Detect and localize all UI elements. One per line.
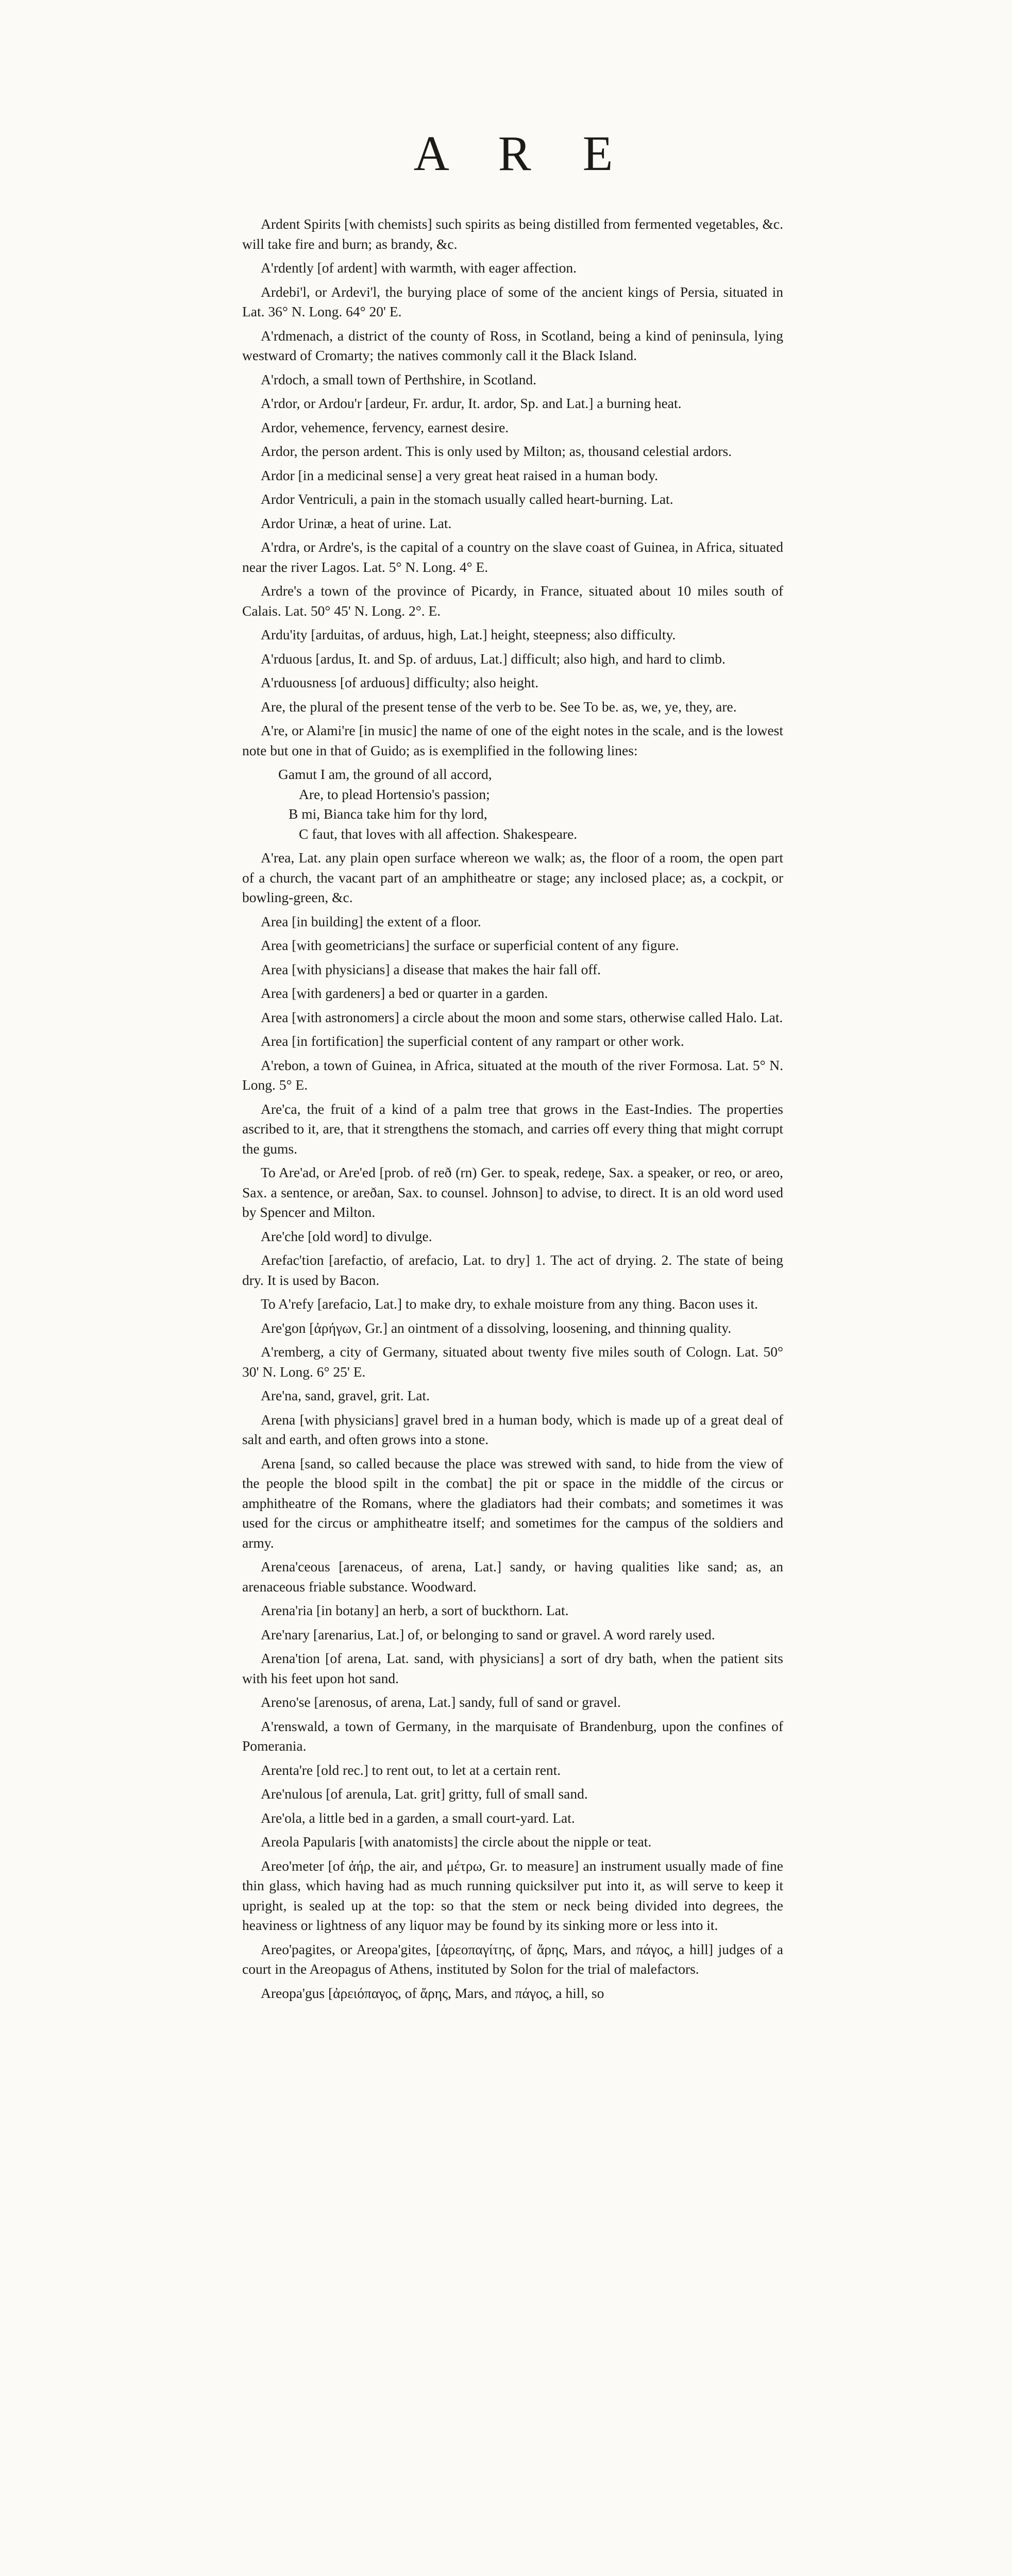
dictionary-entry: A'rdently [of ardent] with warmth, with eager affection. <box>261 260 577 276</box>
dictionary-entry: Are, the plural of the present tense of the verb to be. See To be. as, we, ye, they, are. <box>261 698 737 715</box>
dictionary-entry: Areo'pagites, or Areopa'gites, [ἀρεοπαγίτης, of ἄρης, Mars, and πάγος, a hill] judges of a court in the Areopagus of Athens, instituted by Solon for the trial of malefactors. <box>242 1941 783 1977</box>
dictionary-entry: Area [in building] the extent of a floor. <box>261 913 481 929</box>
dictionary-page <box>242 126 783 2007</box>
dictionary-entry: Arenta're [old rec.] to rent out, to let at a certain rent. <box>261 1761 561 1778</box>
dictionary-entry: To A'refy [arefacio, Lat.] to make dry, to exhale moisture from any thing. Bacon uses it. <box>261 1296 758 1312</box>
verse-quotation <box>242 765 783 844</box>
dictionary-entry: Are'ca, the fruit of a kind of a palm tree that grows in the East-Indies. The properties ascribed to it, are, that it strengthens the stomach, and carries off every thing that might corrupt the gums. <box>242 1100 783 1157</box>
dictionary-entry: Area [with geometricians] the surface or superficial content of any figure. <box>261 937 679 953</box>
dictionary-entry: Area [with gardeners] a bed or quarter in a garden. <box>261 985 548 1001</box>
dictionary-entry: Are'nary [arenarius, Lat.] of, or belonging to sand or gravel. A word rarely used. <box>261 1626 715 1642</box>
dictionary-entry: Ardent Spirits [with chemists] such spirits as being distilled from fermented vegetables, &c. will take fire and burn; as brandy, &c. <box>242 216 783 252</box>
dictionary-entry: Are'ola, a little bed in a garden, a small court-yard. Lat. <box>261 1809 575 1826</box>
entry-list-continued <box>242 848 783 2003</box>
dictionary-entry: To Are'ad, or Are'ed [prob. of reð (rn) Ger. to speak, redeŋe, Sax. a speaker, or reo, or areo, Sax. a sentence, or areðan, Sax. to counsel. Johnson] to advise, to direct. It is an old word used by Spencer and Milton. <box>242 1164 783 1220</box>
dictionary-entry: Ardebi'l, or Ardevi'l, the burying place of some of the ancient kings of Persia, situated in Lat. 36° N. Long. 64° 20' E. <box>242 283 783 319</box>
dictionary-entry: Arena'ceous [arenaceus, of arena, Lat.] sandy, or having qualities like sand; as, an arenaceous friable substance. Woodward. <box>242 1558 783 1595</box>
dictionary-entry: Are'na, sand, gravel, grit. Lat. <box>261 1387 430 1403</box>
dictionary-entry: A'rdra, or Ardre's, is the capital of a country on the slave coast of Guinea, in Africa, situated near the river Lagos. Lat. 5° N. Long. 4° E. <box>242 539 783 575</box>
verse-line: Are, to plead Hortensio's passion; <box>299 786 490 802</box>
verse-line: B mi, Bianca take him for thy lord, <box>289 806 487 822</box>
dictionary-entry: A'remberg, a city of Germany, situated about twenty five miles south of Cologn. Lat. 50° 30' N. Long. 6° 25' E. <box>242 1344 783 1380</box>
entry-list <box>242 214 783 760</box>
dictionary-entry: Ardu'ity [arduitas, of arduus, high, Lat.] height, steepness; also difficulty. <box>261 626 676 642</box>
dictionary-entry: Arena'ria [in botany] an herb, a sort of buckthorn. Lat. <box>261 1602 569 1618</box>
dictionary-entry: A'rea, Lat. any plain open surface whereon we walk; as, the floor of a room, the open part of a church, the vacant part of an amphitheatre or stage; any inclosed place; as, a cockpit, or bowling-green, &c. <box>242 850 783 905</box>
dictionary-entry: A'rdoch, a small town of Perthshire, in Scotland. <box>261 371 537 387</box>
dictionary-entry: Are'che [old word] to divulge. <box>261 1228 432 1244</box>
verse-line: C faut, that loves with all affection. Shakespeare. <box>299 825 578 842</box>
dictionary-entry: A're, or Alami're [in music] the name of one of the eight notes in the scale, and is the lowest note but one in that of Guido; as is exemplified in the following lines: <box>242 722 783 758</box>
dictionary-entry: A'rdmenach, a district of the county of Ross, in Scotland, being a kind of peninsula, lying westward of Cromarty; the natives commonly call it the Black Island. <box>242 327 783 363</box>
dictionary-entry: Ardor, the person ardent. This is only used by Milton; as, thousand celestial ardors. <box>261 443 732 459</box>
dictionary-entry: Are'gon [ἀρήγων, Gr.] an ointment of a dissolving, loosening, and thinning quality. <box>261 1319 732 1336</box>
dictionary-entry: A'rebon, a town of Guinea, in Africa, situated at the mouth of the river Formosa. Lat. 5° N. Long. 5° E. <box>242 1057 783 1093</box>
dictionary-entry: Area [with physicians] a disease that makes the hair fall off. <box>261 961 601 977</box>
dictionary-entry: A'rduous [ardus, It. and Sp. of arduus, Lat.] difficult; also high, and hard to climb. <box>261 650 726 667</box>
dictionary-entry: A'renswald, a town of Germany, in the marquisate of Brandenburg, upon the confines of Pomerania. <box>242 1718 783 1754</box>
dictionary-entry: Areo'meter [of ἀήρ, the air, and μέτρω, Gr. to measure] an instrument usually made of fine thin glass, which having had as much running quicksilver put into it, as will serve to keep it upright, is sealed up at the top: so that the stem or neck being divided into degrees, the heaviness or lightness of any liquor may be found by its sinking more or less into it. <box>242 1857 783 1933</box>
dictionary-entry: Areno'se [arenosus, of arena, Lat.] sandy, full of sand or gravel. <box>261 1694 621 1710</box>
dictionary-entry: Arena [with physicians] gravel bred in a human body, which is made up of a great deal of salt and earth, and often grows into a stone. <box>242 1411 783 1447</box>
dictionary-entry: Ardor Ventriculi, a pain in the stomach usually called heart-burning. Lat. <box>261 491 673 507</box>
dictionary-entry: Ardor, vehemence, fervency, earnest desire. <box>261 419 509 435</box>
running-head: A R E <box>413 126 633 181</box>
dictionary-entry: Are'nulous [of arenula, Lat. grit] gritty, full of small sand. <box>261 1786 588 1802</box>
dictionary-entry: A'rdor, or Ardou'r [ardeur, Fr. ardur, It. ardor, Sp. and Lat.] a burning heat. <box>261 395 682 411</box>
dictionary-entry: Arena'tion [of arena, Lat. sand, with physicians] a sort of dry bath, when the patient sits with his feet upon hot sand. <box>242 1650 783 1686</box>
verse-line: Gamut I am, the ground of all accord, <box>278 766 492 782</box>
dictionary-entry: Ardor [in a medicinal sense] a very great heat raised in a human body. <box>261 467 658 483</box>
dictionary-entry: Area [in fortification] the superficial content of any rampart or other work. <box>261 1033 684 1049</box>
dictionary-entry: Areopa'gus [ἀρειόπαγος, of ἄρης, Mars, and πάγος, a hill, so <box>261 1985 604 2001</box>
dictionary-entry: Area [with astronomers] a circle about the moon and some stars, otherwise called Halo. Lat. <box>261 1009 783 1025</box>
dictionary-entry: A'rduousness [of arduous] difficulty; also height. <box>261 674 539 690</box>
dictionary-entry: Areola Papularis [with anatomists] the circle about the nipple or teat. <box>261 1834 652 1850</box>
dictionary-entry: Arefac'tion [arefactio, of arefacio, Lat. to dry] 1. The act of drying. 2. The state of being dry. It is used by Bacon. <box>242 1252 783 1288</box>
dictionary-entry: Ardre's a town of the province of Picardy, in France, situated about 10 miles south of Calais. Lat. 50° 45' N. Long. 2°. E. <box>242 583 783 619</box>
dictionary-entry: Arena [sand, so called because the place was strewed with sand, to hide from the view of the people the blood spilt in the combat] the pit or space in the middle of the circus or amphitheatre of the Romans, where the gladiators had their combats; and sometimes it was used for the circus or amphitheatre itself; and sometimes for the campus of the soldiers and army. <box>242 1455 783 1551</box>
dictionary-entry: Ardor Urinæ, a heat of urine. Lat. <box>261 515 452 531</box>
